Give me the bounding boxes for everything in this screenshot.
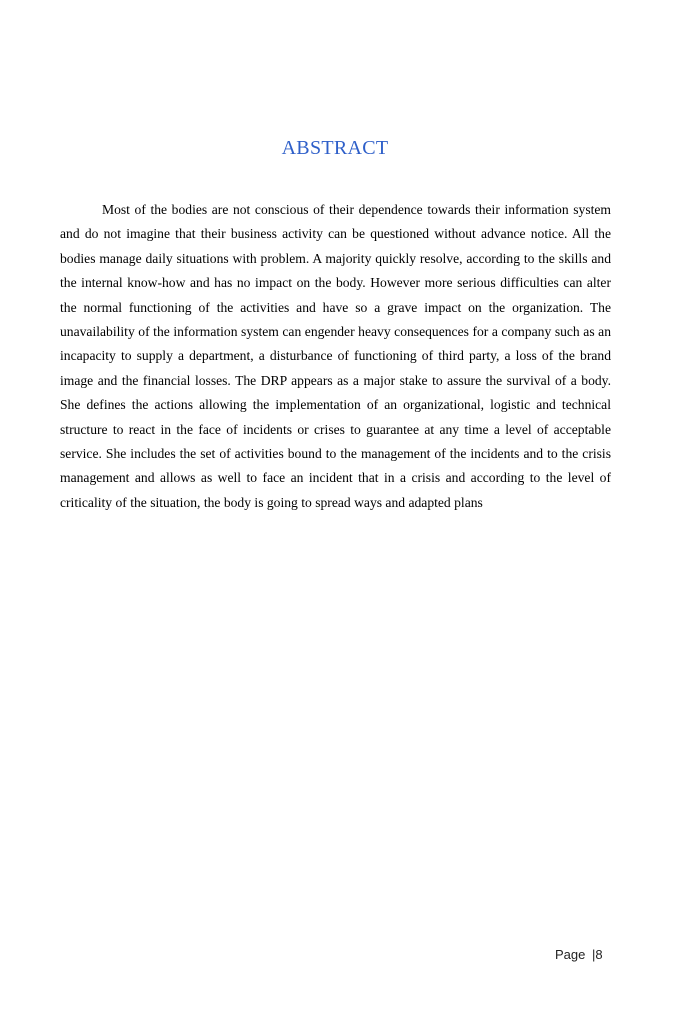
abstract-paragraph: Most of the bodies are not conscious of their dependence towards their information system and do not imagine that their business activity can be questioned without advance notice. All the bodies manage daily situations with problem. A majority quickly resolve, according to the skills and the internal know-how and has no impact on the body. However more serious difficulties can alter the normal functioning of the activities and have so a grave impact on the organization. The unavailability of the information system can engender heavy consequences for a company such as an incapacity to supply a department, a disturbance of functioning of third party, a loss of the brand image and the financial losses. The DRP appears as a major stake to assure the survival of a body. She defines the actions allowing the implementation of an organizational, logistic and technical structure to react in the face of incidents or crises to guarantee at any time a level of acceptable service. She includes the set of activities bound to the management of the incidents and to the crisis management and allows as well to face an incident that in a crisis and according to the level of criticality of the situation, the body is going to spread ways and adapted plans bbox=[60, 202, 611, 510]
page-number: 8 bbox=[595, 947, 603, 962]
abstract-title: ABSTRACT bbox=[281, 137, 389, 159]
page-footer bbox=[555, 947, 603, 962]
page-separator: | bbox=[592, 947, 596, 962]
page-label: Page bbox=[555, 947, 586, 962]
